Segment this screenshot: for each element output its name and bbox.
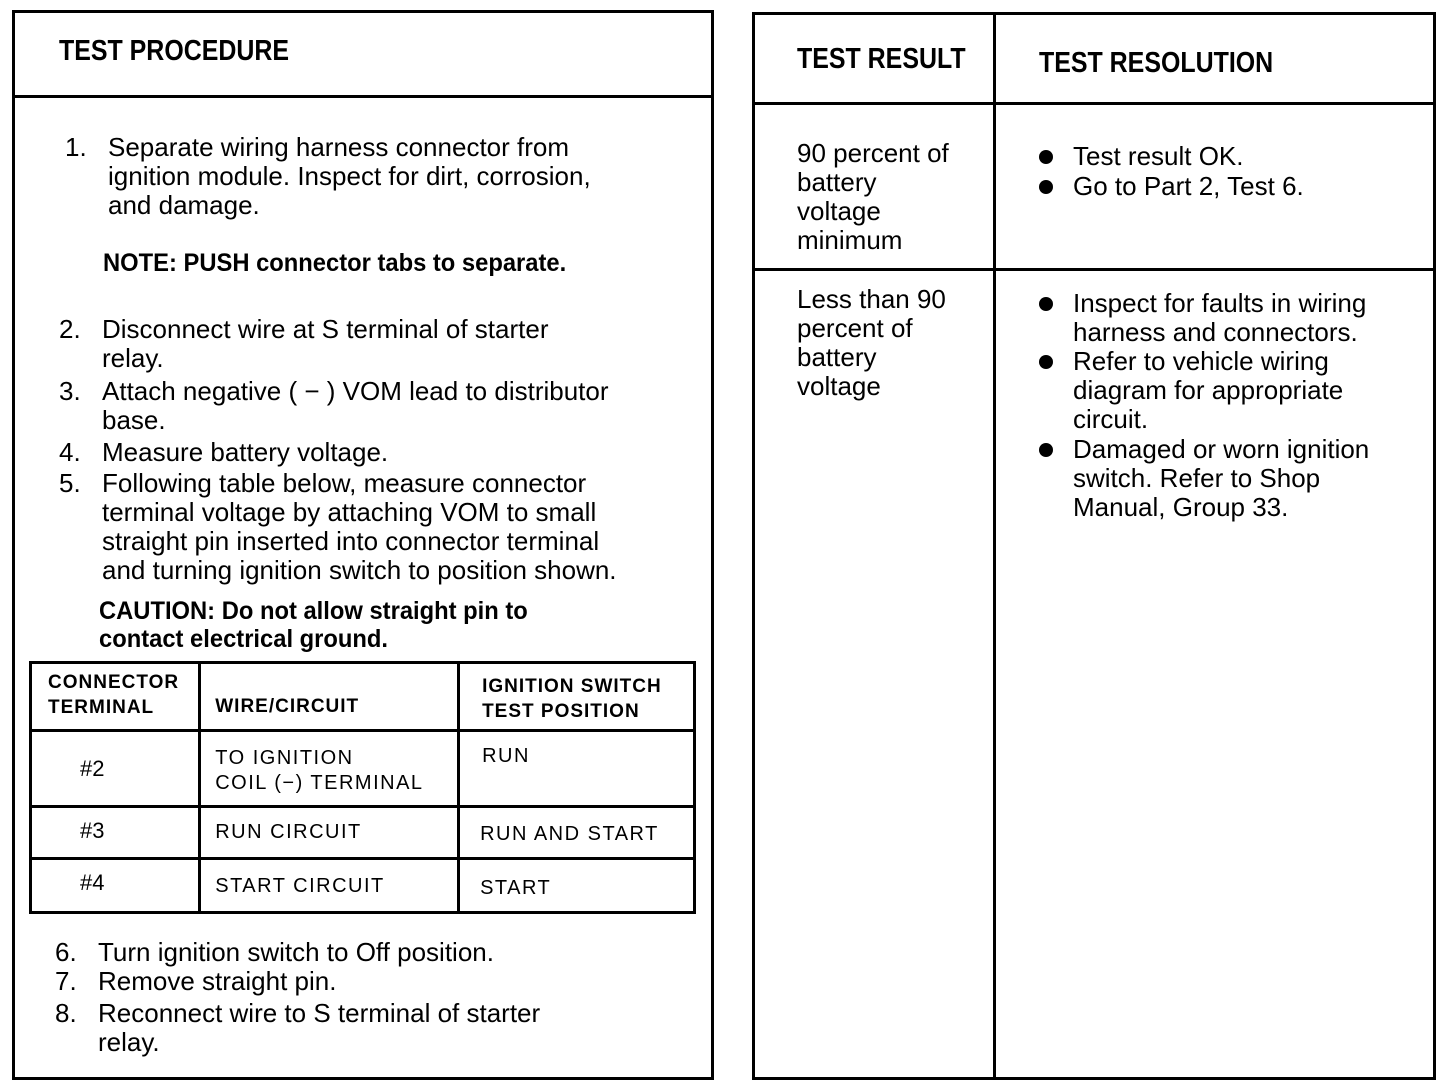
header-divider: [755, 102, 1433, 105]
terminal-cell: #3: [31, 807, 200, 859]
col-header-connector-terminal: CONNECTOR TERMINAL: [31, 663, 200, 731]
test-procedure-title: TEST PROCEDURE: [59, 35, 290, 67]
test-procedure-header: [15, 13, 711, 98]
caution-note: CAUTION: Do not allow straight pin to contact electrical ground.: [99, 597, 528, 653]
col-header-wire-circuit: WIRE/CIRCUIT: [200, 663, 459, 731]
test-resolution-title: TEST RESOLUTION: [1039, 47, 1274, 79]
bullet-icon: [1039, 297, 1053, 311]
table-row: [31, 859, 695, 913]
col-header-ignition-switch: IGNITION SWITCH TEST POSITION: [459, 663, 695, 731]
row-divider: [755, 268, 1433, 271]
table-row: [31, 807, 695, 859]
table-header-row: [31, 663, 695, 731]
terminal-cell: #2: [31, 731, 200, 807]
test-result-panel: TEST RESULT TEST RESOLUTION 90 percent of battery voltage minimum Test result OK. Go to Part 2, Test 6. Less than 90 percent of battery voltage Inspect for faults in wiring harness and connectors. Refer to vehicle wiring diagram for appropriate circuit. Damaged or worn ignition switch. Refer to Shop Manual, Group 33.: [752, 12, 1436, 1080]
switch-position-cell: START: [459, 859, 695, 913]
column-divider: [993, 15, 996, 1077]
switch-position-cell: RUN: [459, 731, 695, 807]
test-result-title: TEST RESULT: [797, 43, 966, 75]
terminal-cell: #4: [31, 859, 200, 913]
switch-position-cell: RUN AND START: [459, 807, 695, 859]
bullet-icon: [1039, 355, 1053, 369]
wire-circuit-cell: START CIRCUIT: [200, 859, 459, 913]
bullet-icon: [1039, 150, 1053, 164]
push-tabs-note: NOTE: PUSH connector tabs to separate.: [103, 249, 567, 277]
wire-circuit-cell: RUN CIRCUIT: [200, 807, 459, 859]
bullet-icon: [1039, 443, 1053, 457]
connector-terminal-table: [29, 661, 696, 914]
result-less-than-90: Less than 90 percent of battery voltage: [797, 284, 946, 401]
bullet-icon: [1039, 180, 1053, 194]
table-row: [31, 731, 695, 807]
wire-circuit-cell: TO IGNITION COIL (−) TERMINAL: [200, 731, 459, 807]
result-90-percent: 90 percent of battery voltage minimum: [797, 138, 949, 255]
test-procedure-panel: TEST PROCEDURE 1. Separate wiring harness connector from ignition module. Inspect for dirt, corrosion, and damage. NOTE: PUSH connector tabs to separate. 2. Disconnect wire at S terminal of starter relay. 3. Attach negative ( − ) VOM lead to distributor base. 4. Measure battery voltage. 5. Following table below, measure connector terminal voltage by attaching VOM to small straight pin inserted into connector terminal and turning ignition switch to position shown. CAUTION: Do not allow straight pin to contact electrical ground. CONNECTOR TERMINAL WIRE/CIRCUIT IGNITION SWITCH TEST POSITION #2 TO IGNITION COIL (−) TERMINAL RUN #3 RUN CIRCUIT RUN AND START #4 START CIRCUIT START 6. Turn ignition switch to Off position. 7. Remove straight pin. 8. Reconnect wire to S terminal of starter relay.: [12, 10, 714, 1080]
